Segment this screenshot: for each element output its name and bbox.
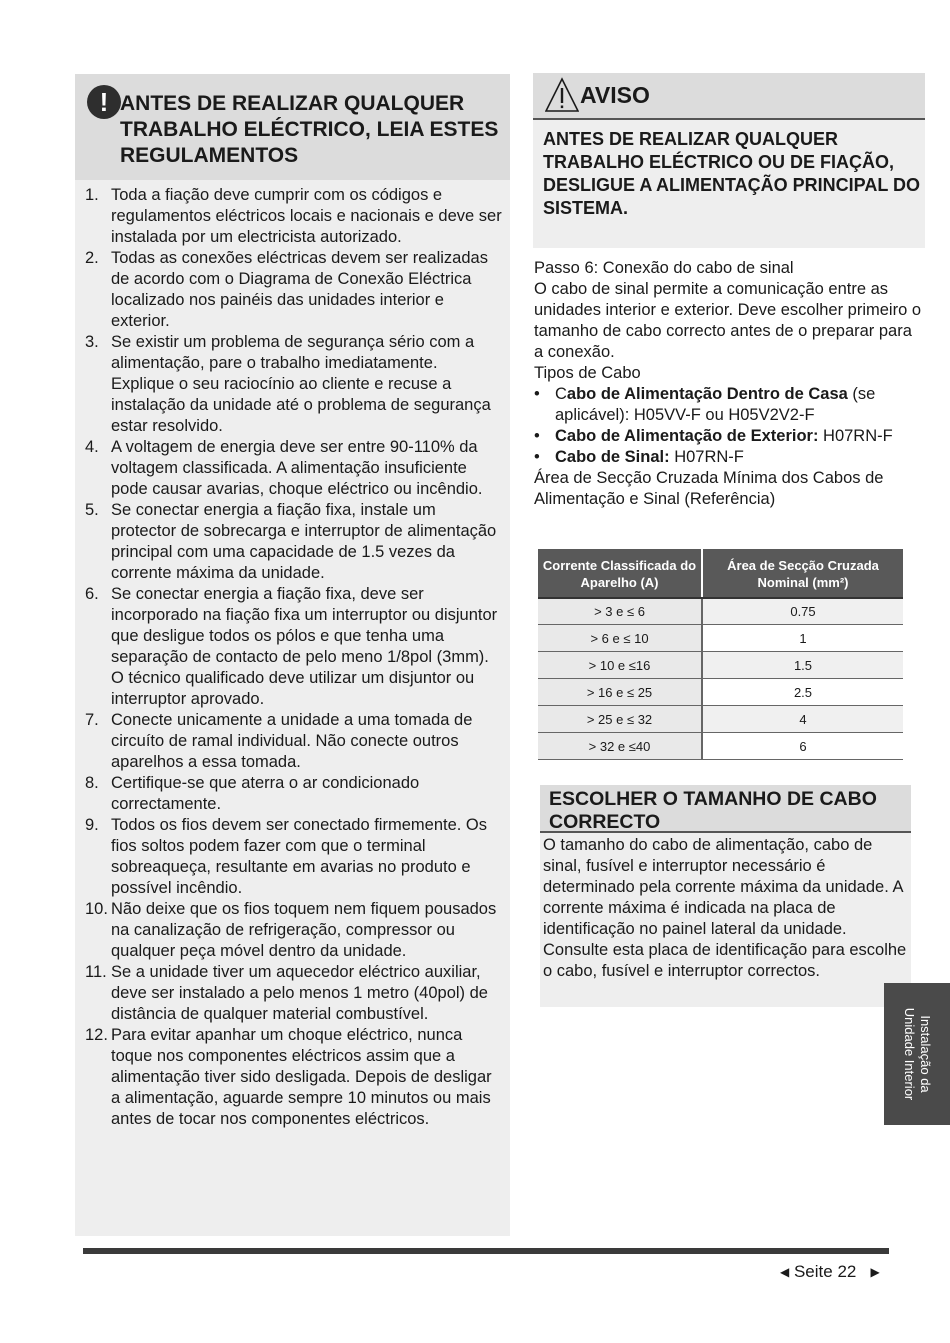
cable-types-label: Tipos de Cabo bbox=[534, 364, 641, 382]
page-navigation bbox=[780, 1262, 880, 1282]
column-header-current: Corrente Classificada do Aparelho (A) bbox=[538, 549, 702, 598]
list-item: 8. Certifique-se que aterra o ar condicionado correctamente. bbox=[85, 774, 420, 813]
footer-divider bbox=[83, 1248, 889, 1254]
list-item: 6. Se conectar energia a fiação fixa, deve ser incorporado na fiação fixa um interruptor ou disjuntor que desligue todos os pólos e que tenha uma separação de contacto de pelo meno 1/8pol (3mm). O técnico qualificado deve utilizar um disjuntor ou interruptor aprovado. bbox=[85, 585, 498, 708]
choose-cable-header bbox=[540, 785, 911, 833]
list-item: • Cabo de Alimentação Dentro de Casa (se aplicável): H05VV-F ou H05V2V2-F bbox=[534, 384, 924, 426]
table-row: > 3 e ≤ 6 0.75 bbox=[538, 598, 903, 625]
exclamation-circle-icon: ! bbox=[87, 85, 121, 119]
list-item: 7. Conecte unicamente a unidade a uma tomada de circuíto de ramal individual. Não conecte outros aparelhos a essa tomada. bbox=[85, 711, 473, 771]
section-side-tab[interactable] bbox=[884, 983, 950, 1125]
list-item: • Cabo de Alimentação de Exterior: H07RN-F bbox=[534, 426, 924, 447]
step6-section bbox=[534, 258, 924, 510]
triangle-right-icon[interactable]: ▶ bbox=[870, 1265, 880, 1279]
regulations-list bbox=[85, 185, 505, 1130]
warning-title: AVISO bbox=[580, 82, 650, 108]
step6-intro: O cabo de sinal permite a comunicação entre as unidades interior e exterior. Deve escolher primeiro o tamanho de cabo correcto antes de o preparar para a conexão. bbox=[534, 280, 922, 361]
choose-cable-text: O tamanho do cabo de alimentação, cabo de sinal, fusível e interruptor necessário é determinado pela corrente máxima da unidade. A corrente máxima é indicada na placa de identificação no painel lateral da unidade. Consulte esta placa de identificação para escolhe o cabo, fusível e interruptor correctos. bbox=[543, 836, 907, 980]
list-item: 12. Para evitar apanhar um choque eléctrico, nunca toque nos componentes eléctricos assim que a alimentação tiver sido desligada. Depois de desligar a alimentação, aguarde sempre 10 minutos ou mais antes de tocar nos componentes eléctricos. bbox=[85, 1026, 492, 1128]
list-item: 1. Toda a fiação deve cumprir com os códigos e regulamentos eléctricos locais e nacionais e deve ser instalada por um electricista autorizado. bbox=[85, 186, 502, 246]
table-divider bbox=[538, 597, 903, 599]
side-tab-label: Instalação da Unidade Interior bbox=[902, 1007, 933, 1101]
list-item: 5. Se conectar energia a fiação fixa, instale um protector de sobrecarga e interruptor de alimentação principal com uma capacidade de 1.5 vezes da corrente máxima da unidade. bbox=[85, 501, 497, 582]
warning-header bbox=[533, 73, 925, 120]
warning-panel bbox=[533, 73, 925, 248]
step6-heading: Passo 6: Conexão do cabo de sinal bbox=[534, 259, 794, 277]
list-item: 9. Todos os fios devem ser conectado firmemente. Os fios soltos podem fazer com que o terminal sobreaqueça, resultante em avarias no produto e possível incêndio. bbox=[85, 816, 488, 897]
list-item: 10. Não deixe que os fios toquem nem fiquem pousados na canalização de refrigeração, compressor ou qualquer peça móvel dentro da unidade. bbox=[85, 900, 497, 960]
table-row: > 32 e ≤40 6 bbox=[538, 733, 903, 760]
table-row: > 6 e ≤ 10 1 bbox=[538, 625, 903, 652]
table-header-row bbox=[538, 549, 903, 598]
column-header-area: Área de Secção Cruzada Nominal (mm²) bbox=[702, 549, 903, 598]
table-row: > 16 e ≤ 25 2.5 bbox=[538, 679, 903, 706]
table-row: > 10 e ≤16 1.5 bbox=[538, 652, 903, 679]
electrical-regulations-panel bbox=[75, 74, 510, 1236]
cable-size-table bbox=[538, 549, 903, 760]
warning-text: ANTES DE REALIZAR QUALQUER TRABALHO ELÉCTRICO OU DE FIAÇÃO, DESLIGUE A ALIMENTAÇÃO PRINCIPAL DO SISTEMA. bbox=[543, 129, 921, 218]
list-item: 2. Todas as conexões eléctricas devem ser realizadas de acordo com o Diagrama de Conexão Eléctrica localizado nos painéis das unidades interior e exterior. bbox=[85, 249, 488, 330]
warning-triangle-icon bbox=[545, 77, 579, 113]
triangle-left-icon[interactable]: ◀ bbox=[780, 1265, 790, 1279]
cable-types-list bbox=[534, 384, 924, 468]
choose-cable-panel bbox=[540, 785, 911, 1007]
regulations-title: ANTES DE REALIZAR QUALQUER TRABALHO ELÉCTRICO, LEIA ESTES REGULAMENTOS bbox=[120, 92, 499, 167]
list-item: 11. Se a unidade tiver um aquecedor eléctrico auxiliar, deve ser instalado a pelo menos 1 metro (40pol) de distância de qualquer material combustível. bbox=[85, 963, 488, 1023]
regulations-header bbox=[75, 74, 510, 180]
table-row: > 25 e ≤ 32 4 bbox=[538, 706, 903, 733]
area-note: Área de Secção Cruzada Mínima dos Cabos de Alimentação e Sinal (Referência) bbox=[534, 469, 884, 508]
list-item: 3. Se existir um problema de segurança sério com a alimentação, pare o trabalho imediatamente. Explique o seu raciocínio ao cliente e recuse a instalação da unidade até o problema de segurança estar resolvido. bbox=[85, 333, 491, 435]
list-item: • Cabo de Sinal: H07RN-F bbox=[534, 447, 924, 468]
choose-cable-title: ESCOLHER O TAMANHO DE CABO CORRECTO bbox=[549, 788, 877, 833]
page-number: Seite 22 bbox=[793, 1262, 857, 1281]
list-item: 4. A voltagem de energia deve ser entre 90-110% da voltagem classificada. A alimentação insuficiente pode causar avarias, choque eléctrico ou incêndio. bbox=[85, 438, 483, 498]
